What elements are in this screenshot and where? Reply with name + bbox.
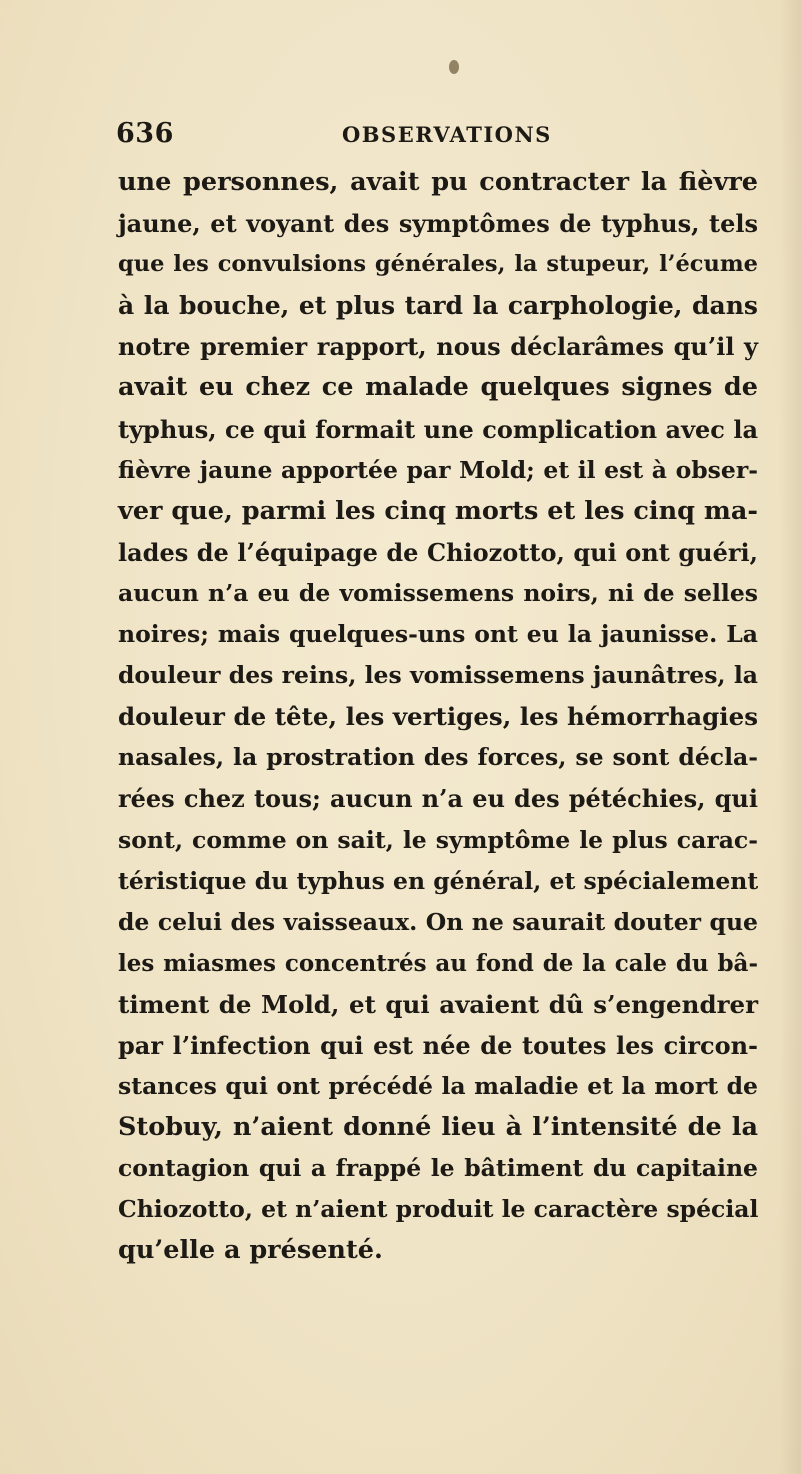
body-text: [118, 162, 758, 1272]
text-line: Stobuy, n’aient donné lieu à l’intensité de la: [118, 1112, 758, 1143]
text-line: ver que, parmi les cinq morts et les cinq ma-: [118, 495, 758, 526]
text-line: noires; mais quelques-uns ont eu la jaunisse. La: [118, 620, 758, 649]
text-line: contagion qui a frappé le bâtiment du capitaine: [118, 1154, 758, 1183]
text-line-last: qu’elle a présenté.: [118, 1235, 383, 1266]
text-line: notre premier rapport, nous déclarâmes qu’il y: [118, 332, 758, 362]
text-line: nasales, la prostration des forces, se sont décla-: [118, 743, 758, 772]
text-line: à la bouche, et plus tard la carphologie, dans: [118, 291, 758, 321]
text-line: douleur de tête, les vertiges, les hémorrhagies: [118, 702, 758, 732]
text-line: sont, comme on sait, le symptôme le plus carac-: [118, 825, 758, 854]
running-head: OBSERVATIONS: [342, 122, 552, 147]
text-line: avait eu chez ce malade quelques signes de: [118, 372, 758, 403]
page-header: [116, 118, 676, 158]
text-line: lades de l’équipage de Chiozotto, qui ont guéri,: [118, 537, 758, 567]
ink-smudge: [449, 60, 459, 74]
text-line: rées chez tous; aucun n’a eu des pétéchies, qui: [118, 784, 758, 814]
text-line: jaune, et voyant des symptômes de typhus, tels: [118, 209, 758, 239]
page-edge-shadow: [779, 0, 801, 1474]
text-line: Chiozotto, et n’aient produit le caractère spécial: [118, 1195, 759, 1224]
text-line: fièvre jaune apportée par Mold; et il est à obser-: [118, 455, 758, 484]
text-line: typhus, ce qui formait une complication avec la: [118, 414, 758, 444]
text-line: aucun n’a eu de vomissemens noirs, ni de selles: [118, 578, 758, 607]
text-line: timent de Mold, et qui avaient dû s’engendrer: [118, 989, 758, 1019]
text-line: téristique du typhus en général, et spécialement: [118, 866, 759, 895]
text-line: les miasmes concentrés au fond de la cale du bâ-: [118, 949, 758, 977]
text-line: que les convulsions générales, la stupeur, l’écume: [118, 251, 758, 278]
text-line: de celui des vaisseaux. On ne saurait douter que: [118, 907, 758, 936]
text-line: stances qui ont précédé la maladie et la mort de: [118, 1072, 758, 1101]
text-line: par l’infection qui est née de toutes les circon-: [118, 1030, 758, 1060]
page-number: 636: [116, 118, 174, 149]
text-line: douleur des reins, les vomissemens jaunâtres, la: [118, 661, 758, 690]
text-line: une personnes, avait pu contracter la fièvre: [118, 167, 758, 197]
